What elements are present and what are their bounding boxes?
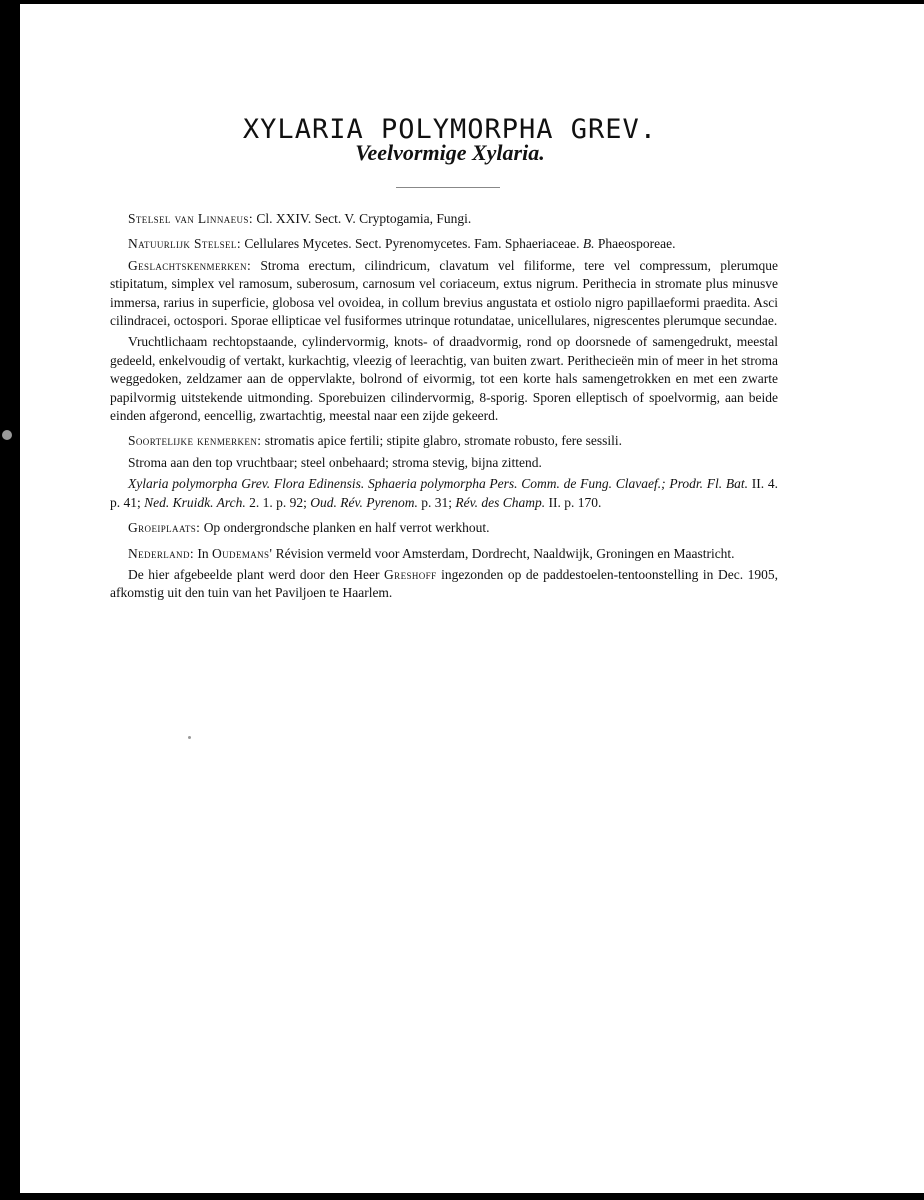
reference-2: II. 4. p. 41; [110,476,779,510]
references-paragraph [110,475,778,512]
title-divider [396,187,500,188]
scan-speck [2,430,12,440]
reference-8: II. p. 170. [548,494,602,510]
genus-characteristics-dutch [110,333,778,425]
scan-border-bottom [0,1193,924,1200]
species-characteristics-label: Soortelijke kenmerken: [128,433,262,449]
linnaeus-paragraph [110,210,778,228]
closing-pre: De hier afgebeelde plant werd door den Heer [128,566,380,582]
species-characteristics-dutch [110,454,778,472]
natural-system-text: Cellulares Mycetes. Sect. Pyrenomycetes. Fam. Sphaeriaceae. [244,236,580,252]
species-characteristics-paragraph [110,432,778,450]
document-body [110,210,778,606]
genus-characteristics-latin-text: Stroma erectum, cilindricum, clavatum vel filiforme, tere vel compressum, plerumque stipitatum, simplex vel ramosum, suberosum, carnosum vel coriaceum, extus nigrum. Perithecia in stromate plus minusve immersa, rarius in superficie, globosa vel ovoidea, in collum brevius angustata et ostiolo nigro papillaeformi praedita. Asci cilindracei, octospori. Sporae ellipticae vel fusiformes utrinque rotundatae, unicellulares, nigrescentes plerumque secundae. [110,257,778,329]
natural-system-label: Natuurlijk Stelsel: [128,236,241,252]
habitat-text: Op ondergrondsche planken en half verrot werkhout. [203,520,490,536]
natural-system-paragraph [110,235,778,253]
netherlands-pre: In [197,545,209,561]
page-subtitle: Veelvormige Xylaria. [355,140,545,165]
scan-speck [188,736,191,739]
genus-characteristics-latin [110,257,778,331]
scan-border-left [0,0,20,1200]
reference-7: Rév. des Champ. [455,494,546,510]
reference-3: Ned. Kruidk. Arch. [144,494,246,510]
netherlands-paragraph [110,545,778,563]
netherlands-label: Nederland: [128,545,194,561]
closing-text: ingezonden op de paddestoelen-tentoonstelling in Dec. 1905, afkomstig uit den tuin van het Paviljoen te Haarlem. [110,566,779,601]
reference-4: 2. 1. p. 92; [249,494,307,510]
reference-1: Xylaria polymorpha Grev. Flora Edinensis. Sphaeria polymorpha Pers. Comm. de Fung. Clavaef.; Prodr. Fl. Bat. [128,476,749,492]
linnaeus-label: Stelsel van Linnaeus: [128,211,253,226]
species-characteristics-latin: stromatis apice fertili; stipite glabro, stromate robusto, fere sessili. [264,433,623,449]
page-title: XYLARIA POLYMORPHA GREV. [242,114,658,146]
habitat-paragraph [110,519,778,537]
genus-characteristics-label: Geslachtskenmerken: [128,257,252,273]
reference-5: Oud. Rév. Pyrenom. [310,494,418,510]
netherlands-author: Oudemans' [212,545,273,561]
genus-characteristics-dutch-text: Vruchtlichaam rechtopstaande, cylindervormig, knots- of draadvormig, rond op doorsnede of samengedrukt, meestal gedeeld, enkelvoudig of vertakt, kurkachtig, vleezig of leerachtig, van buiten zwart. Perithecieën min of meer in het stroma weggedoken, zeldzamer aan de oppervlakte, bolrond of eivormig, tot een korte hals samengetrokken en met een zwarte papilvormig uitstekende uitmonding. Sporebuizen cilindervormig, 8-sporig. Sporen elleptisch of spoelvormig, aan beide einden afgerond, eencellig, zwartachtig, meestal naar een zijde gekeerd. [110,334,778,424]
reference-6: p. 31; [421,494,453,510]
scan-border-top [0,0,924,4]
netherlands-text: Révision vermeld voor Amsterdam, Dordrecht, Naaldwijk, Groningen en Maastricht. [275,545,735,561]
natural-system-text-italic: B. [582,236,595,252]
habitat-label: Groeiplaats: [128,520,201,536]
closing-paragraph [110,566,778,603]
closing-person: Greshoff [384,566,437,582]
linnaeus-text: Cl. XXIV. Sect. V. Cryptogamia, Fungi. [256,211,472,226]
species-characteristics-dutch-text: Stroma aan den top vruchtbaar; steel onbehaard; stroma stevig, bijna zittend. [128,454,542,470]
natural-system-text-end: Phaeosporeae. [597,236,676,252]
